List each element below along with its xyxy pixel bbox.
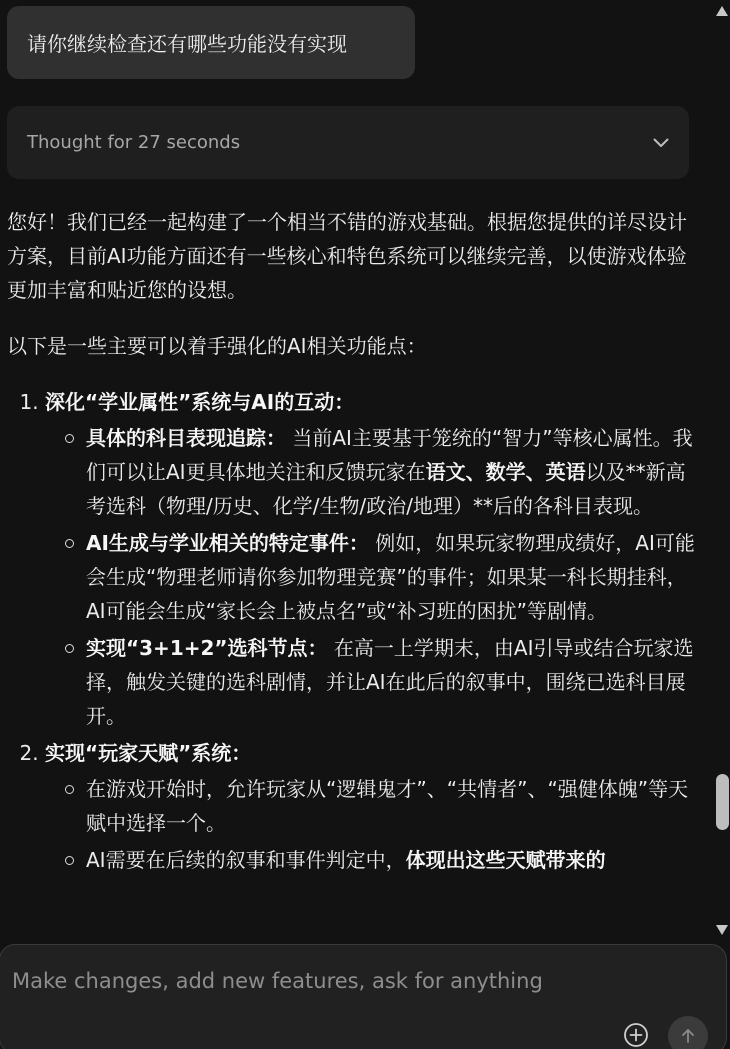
list-item: [86, 843, 697, 877]
sub-item-bold: 语文、数学、英语: [425, 460, 586, 484]
plus-circle-icon[interactable]: [623, 1022, 649, 1048]
arrow-up-icon: [679, 1027, 697, 1045]
list-item: [86, 526, 697, 628]
user-message-text: 请你继续检查还有哪些功能没有实现: [27, 32, 347, 56]
scrollbar-thumb[interactable]: [716, 774, 729, 830]
prompt-input[interactable]: [10, 963, 654, 999]
list-item: [86, 421, 697, 523]
sub-item-text: 当前AI主要基于笼统的“智力”等核心属性。我们可以让AI更具体地关注和反馈玩家在: [86, 426, 693, 484]
sub-item-text: 在游戏开始时，允许玩家从“逻辑鬼才”、“共情者”、“强健体魄”等天赋中选择一个。: [86, 777, 689, 835]
reply-lead: 以下是一些主要可以着手强化的AI相关功能点：: [7, 334, 427, 358]
reply-intro: 您好！我们已经一起构建了一个相当不错的游戏基础。根据您提供的详尽设计方案，目前AI功能方面还有一些核心和特色系统可以继续完善，以使游戏体验更加丰富和贴近您的设想。: [7, 210, 687, 302]
sub-item-title: 实现“3+1+2”选科节点：: [86, 636, 328, 660]
sub-list: [45, 772, 697, 877]
send-button[interactable]: [668, 1016, 708, 1049]
list-item: [45, 385, 697, 733]
composer: [0, 944, 727, 1049]
assistant-reply: [7, 205, 697, 880]
sub-item-text: 例如，如果玩家物理成绩好，AI可能会生成“物理老师请你参加物理竞赛”的事件；如果某一科长期挂科，AI可能会生成“家长会上被点名”或“补习班的困扰”等剧情。: [86, 531, 695, 623]
feature-list: [7, 385, 697, 877]
thought-label: Thought for 27 seconds: [27, 132, 241, 153]
sub-item-text: 在高一上学期末，由AI引导或结合玩家选择，触发关键的选科剧情，并让AI在此后的叙事中，围绕已选科目展开。: [86, 636, 694, 728]
chevron-down-icon: [653, 135, 669, 151]
list-item: [86, 631, 697, 733]
sub-item-title: AI生成与学业相关的特定事件：: [86, 531, 369, 555]
item-title: 实现“玩家天赋”系统：: [45, 741, 252, 765]
thought-toggle[interactable]: [7, 106, 689, 179]
user-message-bubble: [7, 6, 415, 79]
item-title: 深化“学业属性”系统与AI的互动：: [45, 390, 355, 414]
triangle-down-icon[interactable]: [715, 921, 729, 940]
scrollbar[interactable]: [706, 0, 730, 945]
sub-item-text: 以及**新高考选科（物理/历史、化学/生物/政治/地理）**后的各科目表现。: [86, 460, 686, 518]
sub-list: [45, 421, 697, 733]
list-item: [45, 736, 697, 877]
list-item: [86, 772, 697, 840]
sub-item-title: 具体的科目表现追踪：: [86, 426, 286, 450]
triangle-up-icon[interactable]: [715, 2, 729, 21]
sub-item-text: AI需要在后续的叙事和事件判定中，: [86, 848, 406, 872]
sub-item-bold: 体现出这些天赋带来的: [405, 848, 606, 872]
